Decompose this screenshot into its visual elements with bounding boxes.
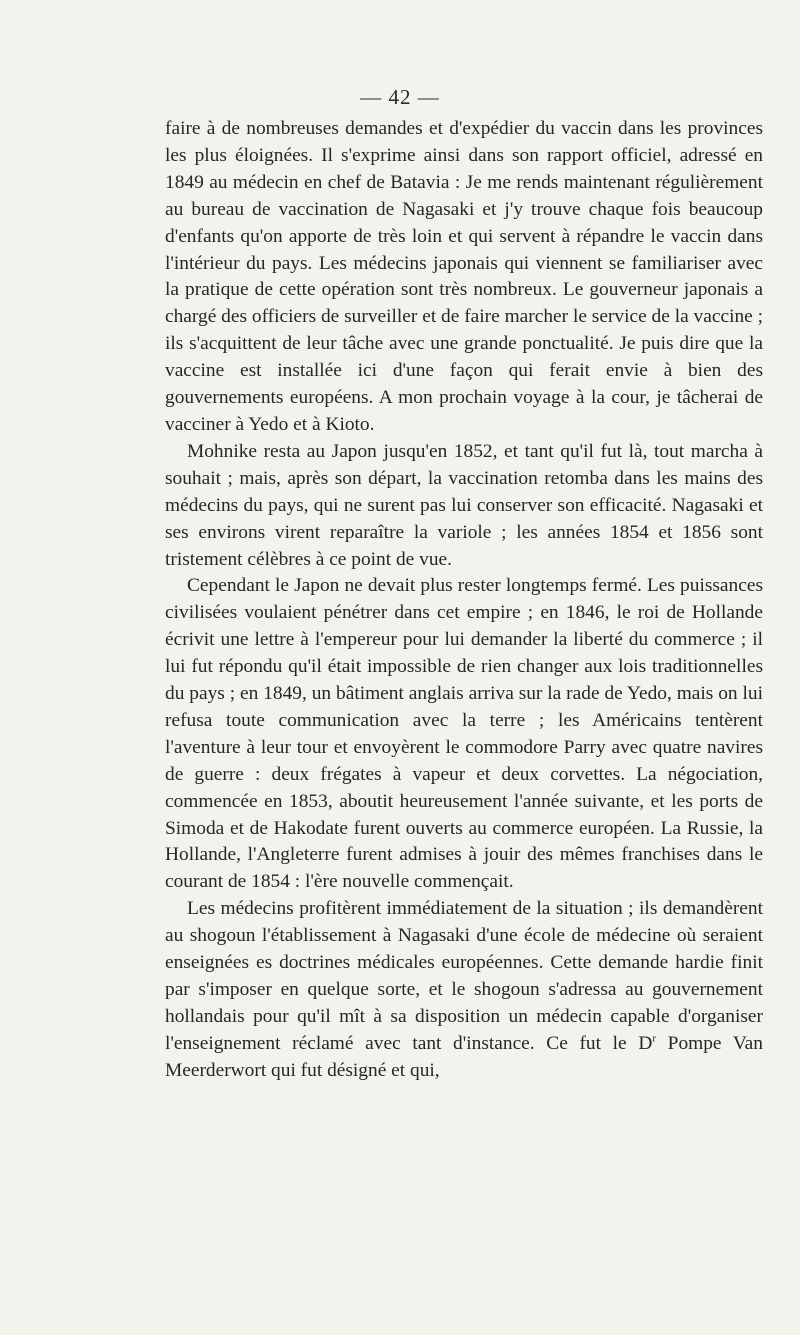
paragraph-4 (165, 896, 763, 1084)
paragraph-4-text-b: Pompe Van Meerderwort qui fut désigné et qui, (165, 1032, 763, 1081)
paragraph-1: faire à de nombreuses demandes et d'expédier du vaccin dans les provinces les plus éloignées. Il s'exprime ainsi dans son rapport officiel, adressé en 1849 au médecin en chef de Batavia : Je me rends maintenant régulièrement au bureau de vaccination de Nagasaki et j'y trouve chaque fois beaucoup d'enfants qu'on apporte de très loin et qui servent à répandre le vaccin dans l'intérieur du pays. Les médecins japonais qui viennent se familiariser avec la pratique de cette opération sont très nombreux. Le gouverneur japonais a chargé des officiers de surveiller et de faire marcher le service de la vaccine ; ils s'acquittent de leur tâche avec une grande ponctualité. Je puis dire que la vaccine est installée ici d'une façon qui ferait envie à bien des gouvernements européens. A mon prochain voyage à la cour, je tâcherai de vacciner à Yedo et à Kioto. (165, 118, 763, 435)
paragraph-4-text-a: Les médecins profitèrent immédiatement de la situation ; ils demandèrent au shogoun l'établissement à Nagasaki d'une école de médecine où seraient enseignées es doctrines médicales européennes. Cette demande hardie finit par s'imposer en quelque sorte, et le shogoun s'adressa au gouvernement hollandais pour qu'il mît à sa disposition un médecin capable d'organiser l'enseignement réclamé avec tant d'instance. Ce fut le D (165, 898, 763, 1054)
paragraph-2: Mohnike resta au Japon jusqu'en 1852, et tant qu'il fut là, tout marcha à souhait ; mais, après son départ, la vaccination retomba dans les mains des médecins du pays, qui ne surent pas lui conserver son efficacité. Nagasaki et ses environs virent reparaître la variole ; les années 1854 et 1856 sont tristement célèbres à ce point de vue. (165, 440, 763, 570)
body-text (165, 116, 763, 1085)
page-number: — 42 — (360, 85, 440, 109)
paragraph-3: Cependant le Japon ne devait plus rester longtemps fermé. Les puissances civilisées voulaient pénétrer dans cet empire ; en 1846, le roi de Hollande écrivit une lettre à l'empereur pour lui demander la liberté du commerce ; il lui fut répondu qu'il était impossible de rien changer aux lois traditionnelles du pays ; en 1849, un bâtiment anglais arriva sur la rade de Yedo, mais on lui refusa toute communication avec la terre ; les Américains tentèrent l'aventure à leur tour et envoyèrent le commodore Parry avec quatre navires de guerre : deux frégates à vapeur et deux corvettes. La négociation, commencée en 1853, aboutit heureusement l'année suivante, et les ports de Simoda et de Hakodate furent ouverts au commerce européen. La Russie, la Hollande, l'Angleterre furent admises à jouir des mêmes franchises dans le courant de 1854 : l'ère nouvelle commençait. (165, 575, 763, 893)
doctor-abbreviation-superscript: r (652, 1032, 656, 1045)
